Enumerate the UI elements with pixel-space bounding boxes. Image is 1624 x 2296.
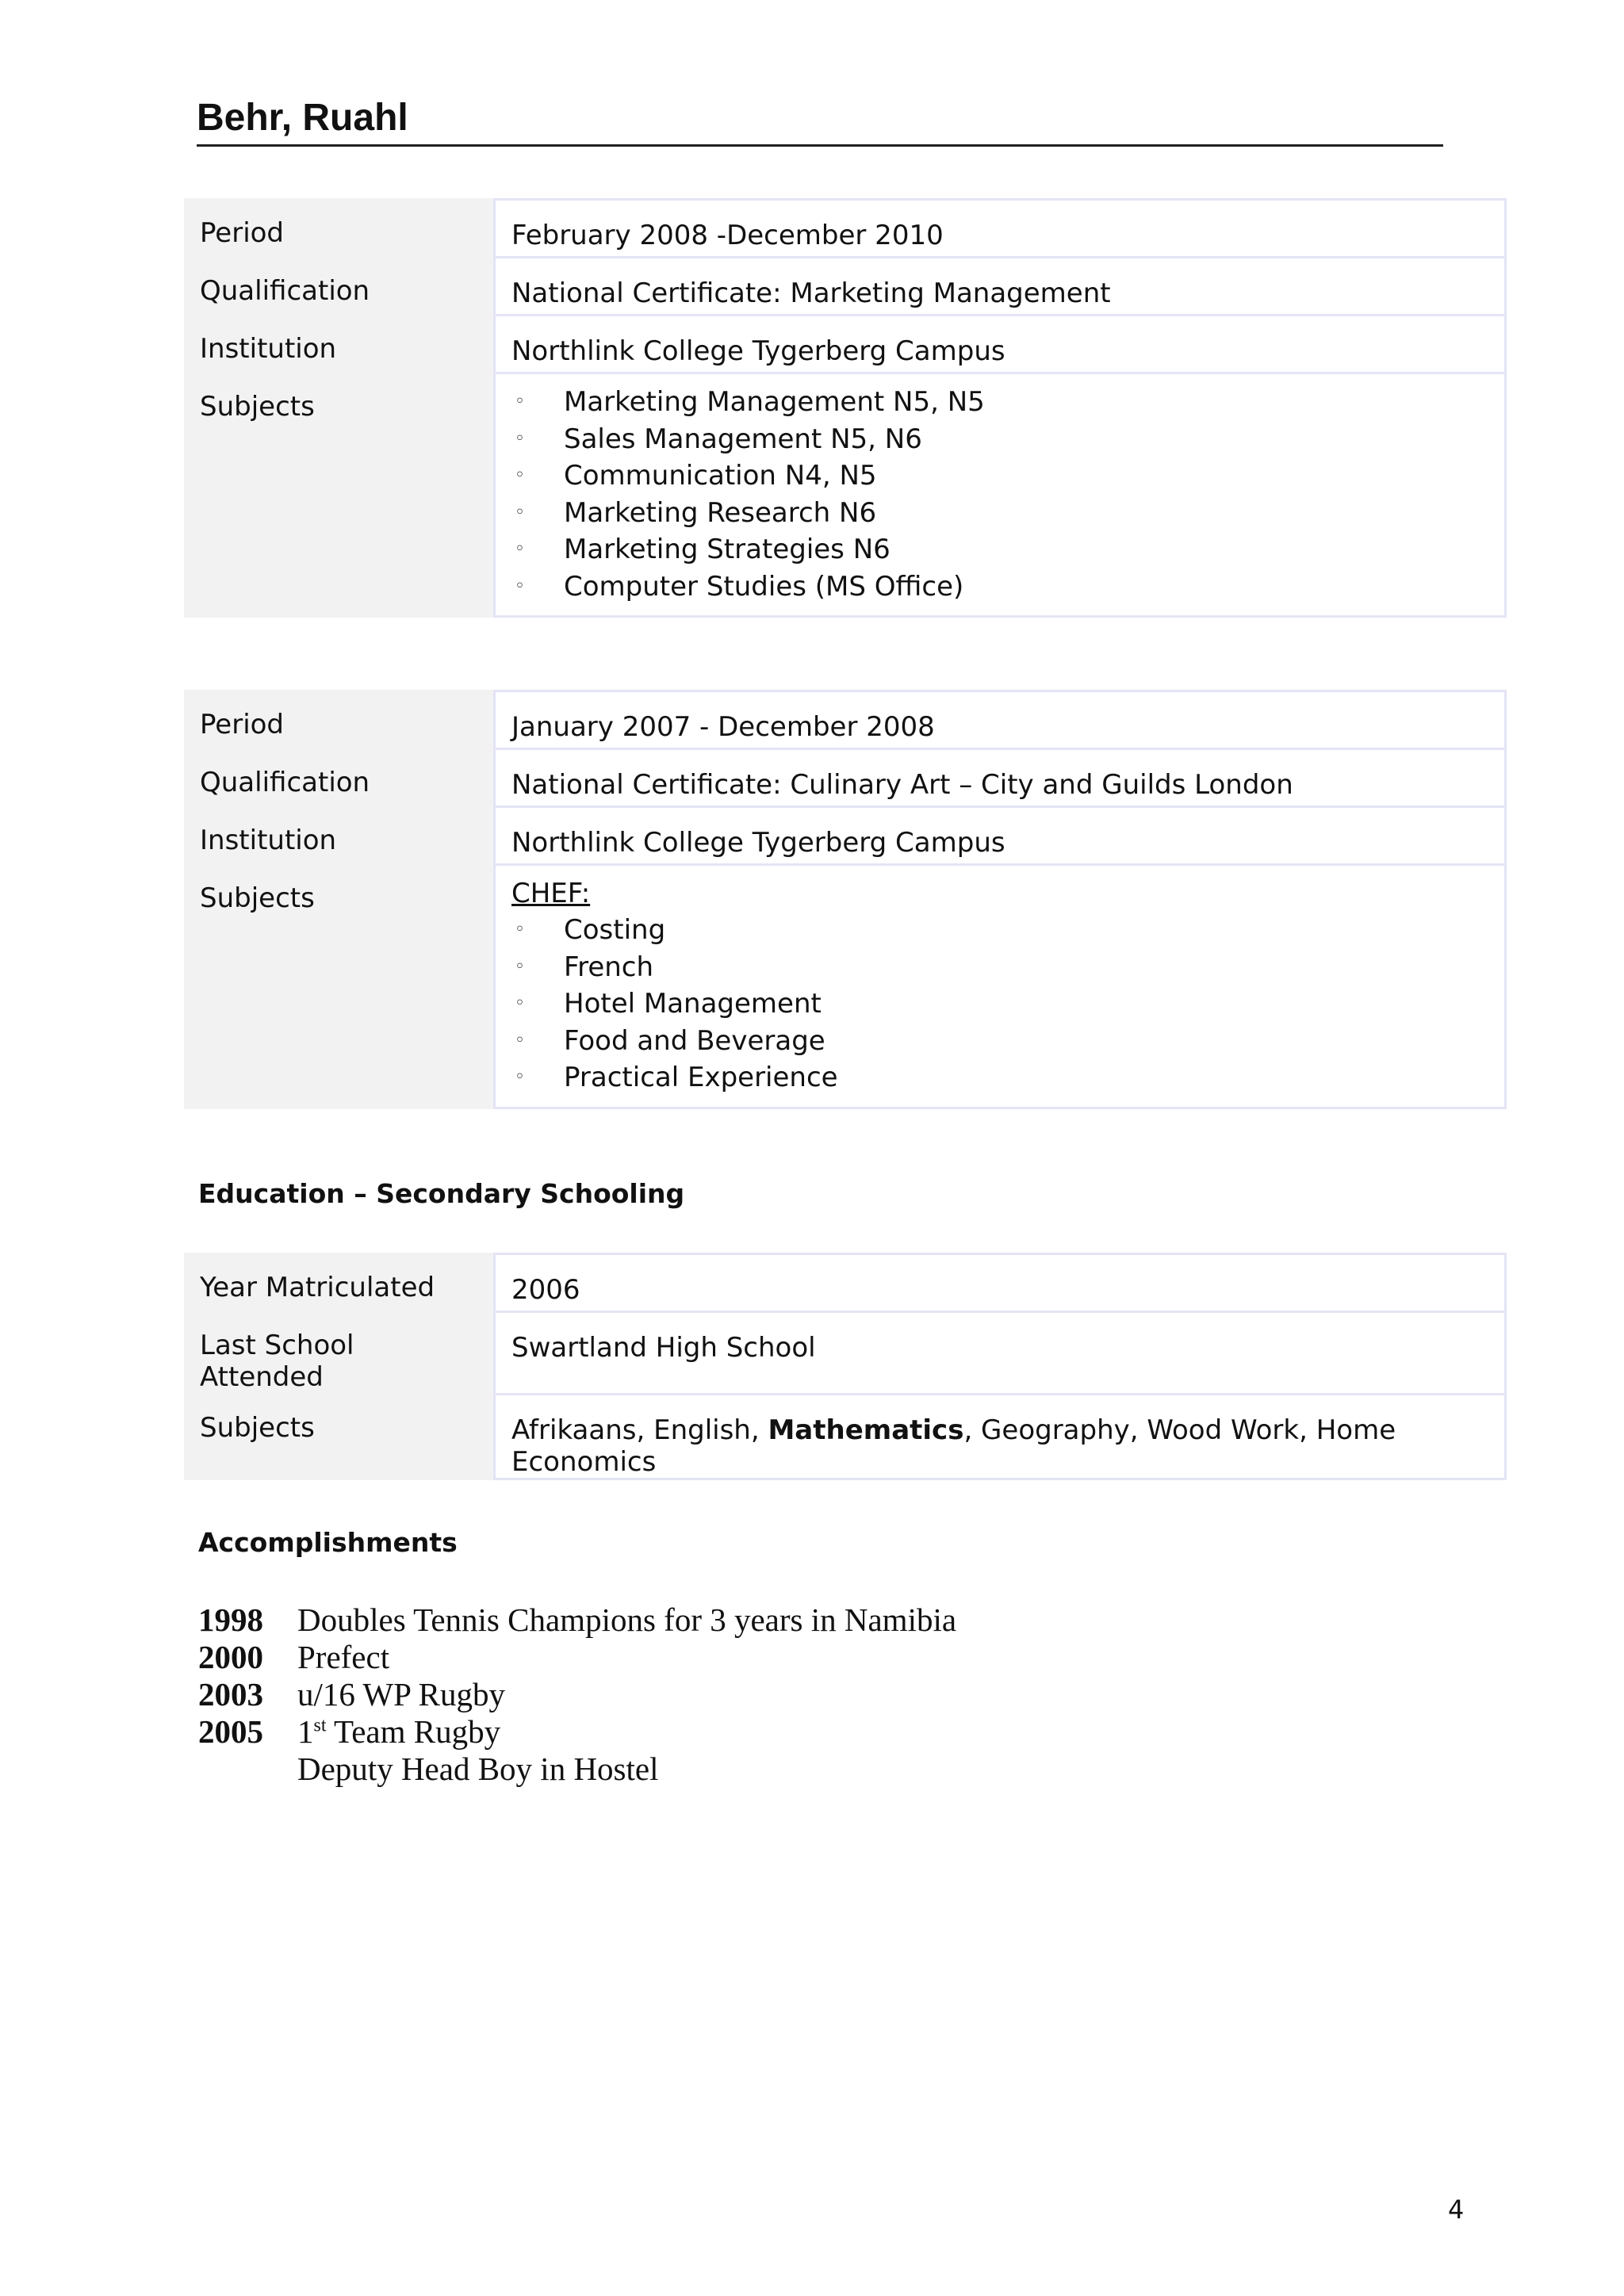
subjects-label: Subjects: [184, 863, 493, 1109]
qualification-label: Qualification: [184, 748, 493, 806]
ordinal-suffix: st: [313, 1715, 327, 1736]
list-item: [511, 568, 1488, 606]
year-matriculated-label: Year Matriculated: [184, 1253, 493, 1311]
institution-label: Institution: [184, 314, 493, 372]
subjects-value: [493, 863, 1507, 1109]
institution-value: Northlink College Tygerberg Campus: [493, 806, 1507, 863]
period-label: Period: [184, 690, 493, 748]
table-row: [184, 1311, 1507, 1393]
subject-text: Sales Management N5, N6: [564, 423, 922, 455]
subjects-label: Subjects: [184, 372, 493, 618]
bullet-icon: ◦: [515, 576, 525, 596]
bullet-icon: ◦: [515, 1067, 525, 1087]
list-item: [198, 1639, 1308, 1676]
list-item: [198, 1601, 1308, 1639]
education-table-marketing: [184, 198, 1507, 618]
table-row: [184, 256, 1507, 314]
table-row: [184, 314, 1507, 372]
list-item: [511, 1059, 1488, 1096]
table-row: [184, 806, 1507, 863]
page-number: 4: [1448, 2195, 1465, 2225]
bullet-icon: ◦: [515, 993, 525, 1013]
bullet-icon: ◦: [515, 1030, 525, 1050]
accomplishment-text: Deputy Head Boy in Hostel: [297, 1751, 659, 1787]
accomplishment-text: u/16 WP Rugby: [297, 1676, 505, 1712]
subject-text: Costing: [564, 914, 666, 946]
bullet-icon: ◦: [515, 392, 525, 411]
subject-text: Practical Experience: [564, 1062, 838, 1093]
candidate-name: Behr, Ruahl: [197, 97, 408, 139]
accomplishment-text-prefix: 1: [297, 1713, 314, 1750]
bullet-icon: ◦: [515, 539, 525, 559]
subjects-label: Subjects: [184, 1393, 493, 1480]
qualification-label: Qualification: [184, 256, 493, 314]
subjects-text-end: , Geography, Wood Work, Home Economics: [511, 1414, 1396, 1478]
subject-text: Food and Beverage: [564, 1024, 825, 1057]
secondary-schooling-table: [184, 1253, 1507, 1480]
subject-text: Communication N4, N5: [564, 460, 877, 492]
list-item: [198, 1751, 1308, 1788]
last-school-value: Swartland High School: [493, 1311, 1507, 1393]
accomplishments-list: [198, 1601, 1308, 1788]
institution-value: Northlink College Tygerberg Campus: [493, 314, 1507, 372]
qualification-value: National Certificate: Culinary Art – City and Guilds London: [493, 748, 1507, 806]
subject-text: Marketing Strategies N6: [564, 534, 891, 565]
accomplishment-text-suffix: Team Rugby: [326, 1713, 501, 1750]
period-value: January 2007 - December 2008: [493, 690, 1507, 748]
accomplishment-text: Doubles Tennis Champions for 3 years in Namibia: [297, 1601, 957, 1638]
table-row: [184, 1253, 1507, 1311]
list-item: [511, 531, 1488, 568]
secondary-schooling-heading: Education – Secondary Schooling: [198, 1178, 685, 1209]
period-label: Period: [184, 198, 493, 256]
last-school-label: Last School Attended: [184, 1311, 493, 1393]
bullet-icon: ◦: [515, 465, 525, 485]
list-item: [511, 1023, 1488, 1060]
subjects-heading: CHEF:: [511, 878, 591, 909]
list-item: [511, 985, 1488, 1023]
accomplishment-year: 2003: [198, 1676, 263, 1712]
accomplishment-text: Prefect: [297, 1639, 390, 1675]
subjects-text-bold: Mathematics: [768, 1414, 964, 1446]
accomplishment-year: [198, 1751, 297, 1788]
accomplishment-year: 2005: [198, 1713, 263, 1750]
table-row: [184, 372, 1507, 618]
list-item: [511, 384, 1488, 421]
bullet-icon: ◦: [515, 428, 525, 449]
secondary-subjects-value: [493, 1393, 1507, 1480]
accomplishment-text: [297, 1713, 1308, 1751]
education-table-culinary: [184, 690, 1507, 1109]
subject-text: Marketing Management N5, N5: [564, 386, 985, 418]
list-item: [511, 457, 1488, 495]
period-value: February 2008 -December 2010: [493, 198, 1507, 256]
subject-text: Marketing Research N6: [564, 496, 877, 529]
accomplishment-year: 1998: [198, 1601, 263, 1638]
subjects-text-start: Afrikaans, English,: [511, 1414, 768, 1446]
subjects-list: [511, 912, 1488, 1096]
list-item: [511, 421, 1488, 458]
bullet-icon: ◦: [515, 956, 525, 977]
accomplishment-year: 2000: [198, 1639, 263, 1675]
table-row: [184, 198, 1507, 256]
table-row: [184, 748, 1507, 806]
subject-text: Computer Studies (MS Office): [564, 570, 964, 603]
list-item: [511, 912, 1488, 949]
subjects-value: [493, 372, 1507, 618]
list-item: [511, 949, 1488, 986]
year-matriculated-value: 2006: [493, 1253, 1507, 1311]
bullet-icon: ◦: [515, 502, 525, 522]
table-row: [184, 1393, 1507, 1480]
accomplishments-heading: Accomplishments: [198, 1527, 458, 1558]
list-item: [198, 1676, 1308, 1713]
qualification-value: National Certificate: Marketing Management: [493, 256, 1507, 314]
list-item: [511, 495, 1488, 532]
table-row: [184, 690, 1507, 748]
subject-text: French: [564, 951, 654, 983]
list-item: [198, 1713, 1308, 1751]
page-header: [197, 89, 1443, 147]
subject-text: Hotel Management: [564, 988, 822, 1020]
institution-label: Institution: [184, 806, 493, 863]
table-row: [184, 863, 1507, 1109]
subjects-list: [511, 384, 1488, 605]
bullet-icon: ◦: [515, 920, 525, 939]
